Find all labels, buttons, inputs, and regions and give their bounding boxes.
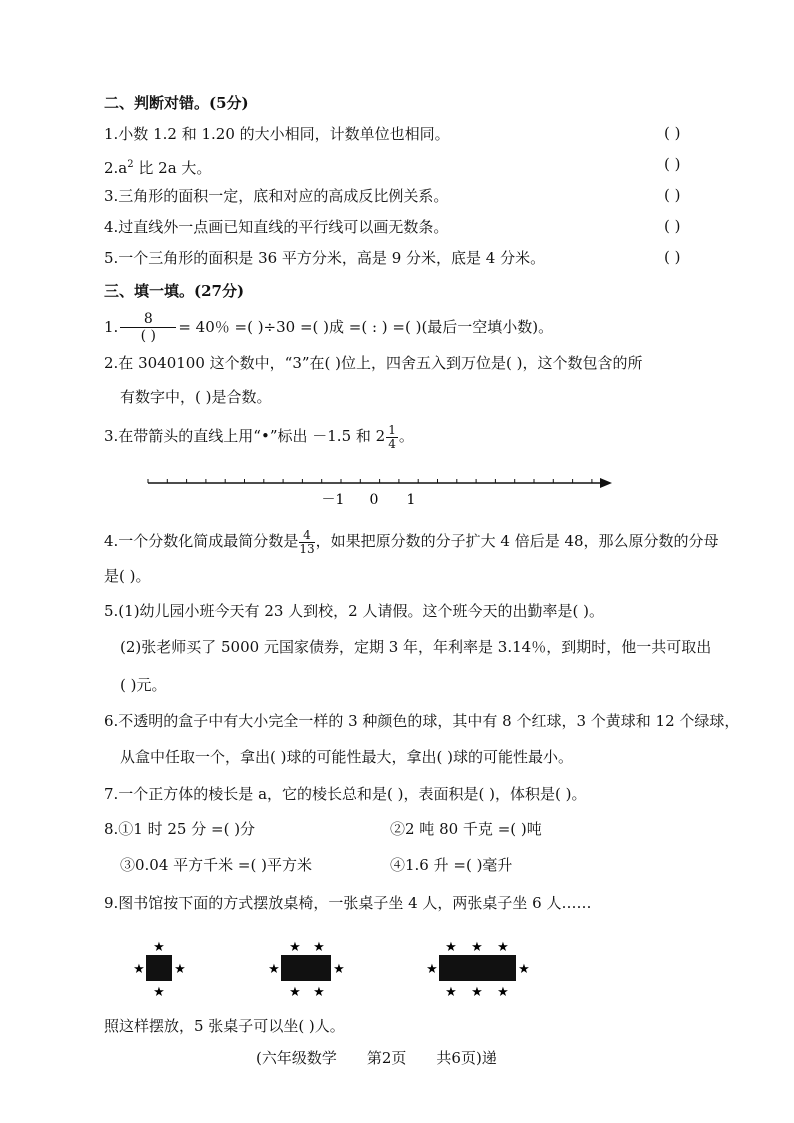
star-icon: ★ <box>518 962 530 977</box>
q1-fraction-numerator: 8 <box>120 312 176 328</box>
q3-fraction-numerator: 1 <box>388 422 396 437</box>
star-icon: ★ <box>289 985 301 1000</box>
fill-item-8-a: 8.①1 时 25 分 =( )分 <box>104 820 256 838</box>
fill-item-2-line-2: 有数字中，( )是合数。 <box>120 388 272 406</box>
three-tables-figure <box>426 940 530 1000</box>
judge-answer-4[interactable]: ( ) <box>664 217 681 235</box>
star-icon: ★ <box>333 962 345 977</box>
table-2 <box>281 955 331 981</box>
tick-label-0: 0 <box>369 492 379 508</box>
star-icon: ★ <box>153 940 165 955</box>
star-icon: ★ <box>313 985 325 1000</box>
q4-fraction-denominator: 13 <box>299 541 315 556</box>
q3-fraction-denominator: 4 <box>388 436 396 451</box>
q3-text-end: 。 <box>398 427 414 445</box>
q4-fraction-numerator: 4 <box>299 529 314 543</box>
star-icon: ★ <box>174 962 186 977</box>
judge-item-2: $2.a^2$ 比 2a 大。 <box>104 159 212 177</box>
fill-item-7: 7.一个正方体的棱长是 a，它的棱长总和是( )，表面积是( )，体积是( )。 <box>104 785 587 803</box>
judge-answer-2[interactable]: ( ) <box>664 155 681 173</box>
fill-item-1 <box>104 309 553 345</box>
fill-item-8-c: ③0.04 平方千米 =( )平方米 <box>120 856 312 874</box>
star-icon: ★ <box>445 940 457 955</box>
number-line-arrow-icon <box>600 478 612 488</box>
one-table-figure <box>133 940 186 1000</box>
fill-item-4-line-1 <box>104 526 719 556</box>
number-line[interactable] <box>140 468 620 508</box>
star-icon: ★ <box>268 962 280 977</box>
q1-rest: = 40％ =( )÷30 =( )成 =( : ) =( )(最后一空填小数)。 <box>178 318 554 336</box>
fill-item-2-line-1: 2.在 3040100 这个数中，“3”在( )位上，四舍五入到万位是( )，这个数包含的所 <box>104 354 643 372</box>
q1-number: 1. <box>104 318 119 336</box>
judge-answer-1[interactable]: ( ) <box>664 124 681 142</box>
judge-item-5: 5.一个三角形的面积是 36 平方分米，高是 9 分米，底是 4 分米。 <box>104 249 546 267</box>
q4-fraction <box>299 529 314 556</box>
section-2-title: 二、判断对错。(5分) <box>104 94 249 112</box>
judge-item-1: 1.小数 1.2 和 1.20 的大小相同，计数单位也相同。 <box>104 125 450 143</box>
table-arrangement-diagram <box>128 933 548 1003</box>
fill-item-5-line-1: 5.(1)幼儿园小班今天有 23 人到校，2 人请假。这个班今天的出勤率是( )。 <box>104 602 604 620</box>
table-1 <box>146 955 172 981</box>
judge-answer-3[interactable]: ( ) <box>664 186 681 204</box>
fill-item-9-line-2: 照这样摆放，5 张桌子可以坐( )人。 <box>104 1017 345 1035</box>
fill-item-4-line-2: 是( )。 <box>104 567 151 585</box>
page-footer: (六年级数学 第2页 共6页)递 <box>256 1049 497 1067</box>
fill-item-6-line-2: 从盒中任取一个，拿出( )球的可能性最大，拿出( )球的可能性最小。 <box>120 748 573 766</box>
table-3 <box>439 955 516 981</box>
q3-fraction <box>386 424 398 451</box>
q4-text: 4.一个分数化简成最简分数是 <box>104 532 299 550</box>
tick-label-neg1: －1 <box>321 492 345 508</box>
q1-fraction <box>120 312 176 344</box>
star-icon: ★ <box>471 940 483 955</box>
star-icon: ★ <box>426 962 438 977</box>
two-tables-figure <box>268 940 345 1000</box>
fill-item-5-line-3: ( )元。 <box>120 676 167 694</box>
q4-text-rest: ，如果把原分数的分子扩大 4 倍后是 48，那么原分数的分母 <box>315 532 719 550</box>
section-3-title: 三、填一填。(27分) <box>104 282 245 300</box>
star-icon: ★ <box>497 985 509 1000</box>
judge-answer-5[interactable]: ( ) <box>664 248 681 266</box>
q1-fraction-denominator[interactable]: ( ) <box>140 328 156 344</box>
star-icon: ★ <box>471 985 483 1000</box>
star-icon: ★ <box>313 940 325 955</box>
fill-item-8-b: ②2 吨 80 千克 =( )吨 <box>390 820 542 838</box>
judge-item-4: 4.过直线外一点画已知直线的平行线可以画无数条。 <box>104 218 449 236</box>
star-icon: ★ <box>153 985 165 1000</box>
star-icon: ★ <box>497 940 509 955</box>
star-icon: ★ <box>445 985 457 1000</box>
star-icon: ★ <box>289 940 301 955</box>
fill-item-9-line-1: 9.图书馆按下面的方式摆放桌椅，一张桌子坐 4 人，两张桌子坐 6 人…… <box>104 894 592 912</box>
fill-item-5-line-2: (2)张老师买了 5000 元国家债券，定期 3 年，年利率是 3.14％，到期时，他一共可取出 <box>120 638 712 656</box>
fill-item-3 <box>104 422 414 451</box>
star-icon: ★ <box>133 962 145 977</box>
judge-item-3: 3.三角形的面积一定，底和对应的高成反比例关系。 <box>104 187 449 205</box>
fill-item-6-line-1: 6.不透明的盒子中有大小完全一样的 3 种颜色的球，其中有 8 个红球，3 个黄球和 12 个绿球， <box>104 712 740 730</box>
tick-label-1: 1 <box>406 492 416 508</box>
q3-text: 3.在带箭头的直线上用“•”标出 －1.5 和 2 <box>104 427 386 445</box>
fill-item-8-d: ④1.6 升 =( )毫升 <box>390 856 513 874</box>
